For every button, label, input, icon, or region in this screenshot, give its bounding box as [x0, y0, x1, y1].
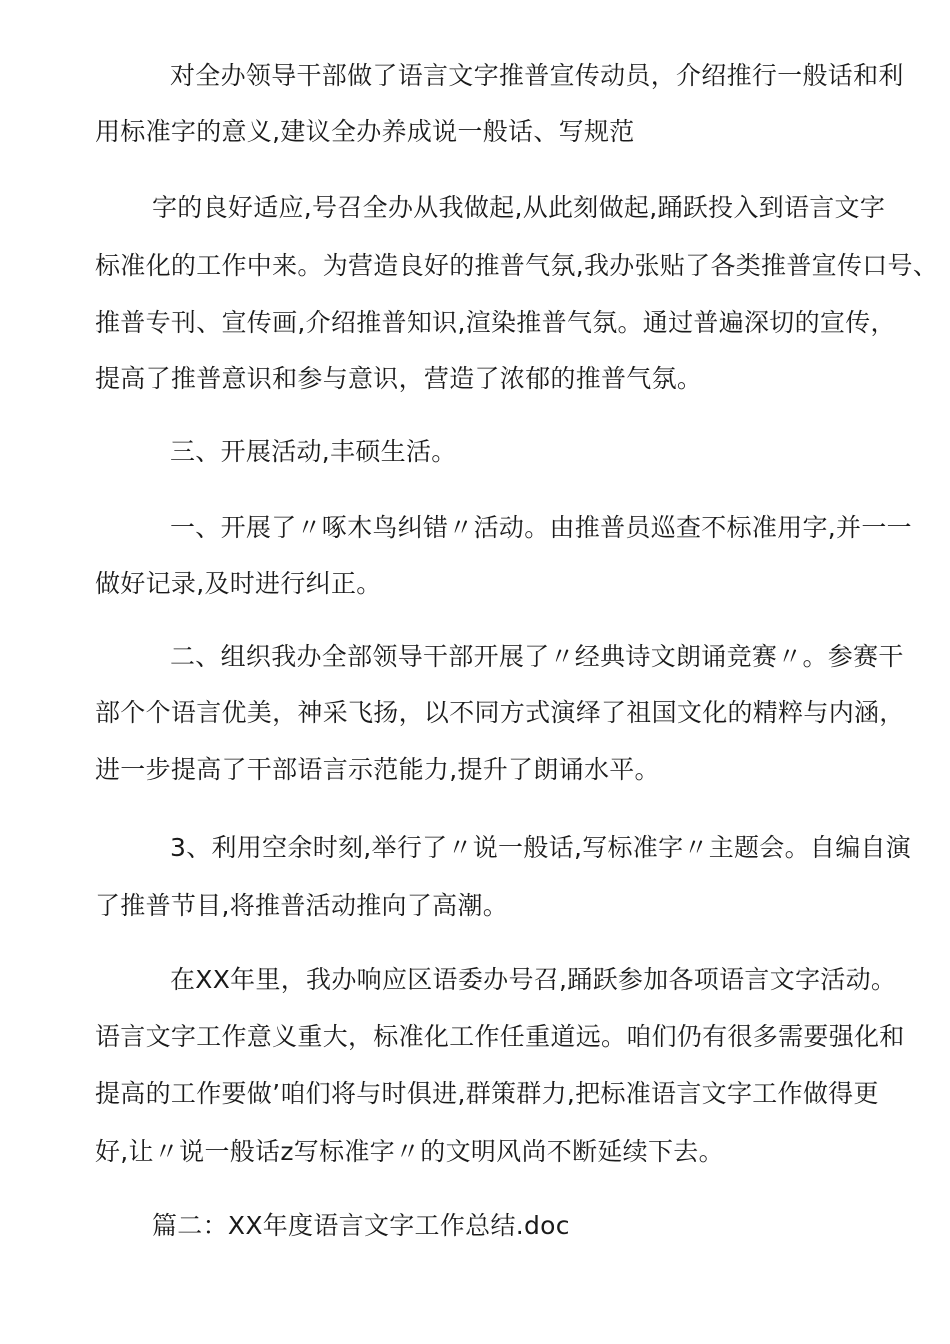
text-line: 字的良好适应,号召全办从我做起,从此刻做起,踊跃投入到语言文字 — [152, 193, 886, 222]
text-line: 推普专刊、宣传画,介绍推普知识,渲染推普气氛。通过普遍深切的宣传， — [95, 308, 896, 337]
text-line: 了推普节目,将推普活动推向了高潮。 — [95, 891, 509, 920]
text-line: 用标准字的意义,建议全办养成说一般话、写规范 — [95, 117, 635, 146]
text-line: 3、利用空余时刻,举行了〃说一般话,写标准字〃主题会。自编自演 — [170, 833, 912, 862]
text-line: 部个个语言优美，神采飞扬，以不同方式演绎了祖国文化的精粹与内涵， — [95, 698, 905, 727]
text-line: 标准化的工作中来。为营造良好的推普气氛,我办张贴了各类推普宣传口号、 — [95, 251, 939, 280]
text-line: 在XX年里，我办响应区语委办号召,踊跃参加各项语言文字活动。 — [170, 965, 897, 994]
text-line: 做好记录,及时进行纠正。 — [95, 569, 382, 598]
section-heading: 三、开展活动,丰硕生活。 — [170, 437, 457, 466]
text-line: 二、组织我办全部领导干部开展了〃经典诗文朗诵竞赛〃。参赛干 — [170, 642, 904, 671]
section-heading: 篇二：XX年度语言文字工作总结.doc — [152, 1211, 570, 1240]
text-line: 语言文字工作意义重大，标准化工作任重道远。咱们仍有很多需要强化和 — [95, 1022, 905, 1051]
text-line: 提高的工作要做’咱们将与时俱进,群策群力,把标准语言文字工作做得更 — [95, 1079, 879, 1108]
text-line: 对全办领导干部做了语言文字推普宣传动员，介绍推行一般话和利 — [170, 61, 904, 90]
text-line: 一、开展了〃啄木鸟纠错〃活动。由推普员巡查不标准用字,并一一 — [170, 513, 912, 542]
text-line: 提高了推普意识和参与意识，营造了浓郁的推普气氛。 — [95, 364, 703, 393]
text-line: 进一步提高了干部语言示范能力,提升了朗诵水平。 — [95, 755, 660, 784]
text-line: 好,让〃说一般话z写标准字〃的文明风尚不断延续下去。 — [95, 1137, 724, 1166]
